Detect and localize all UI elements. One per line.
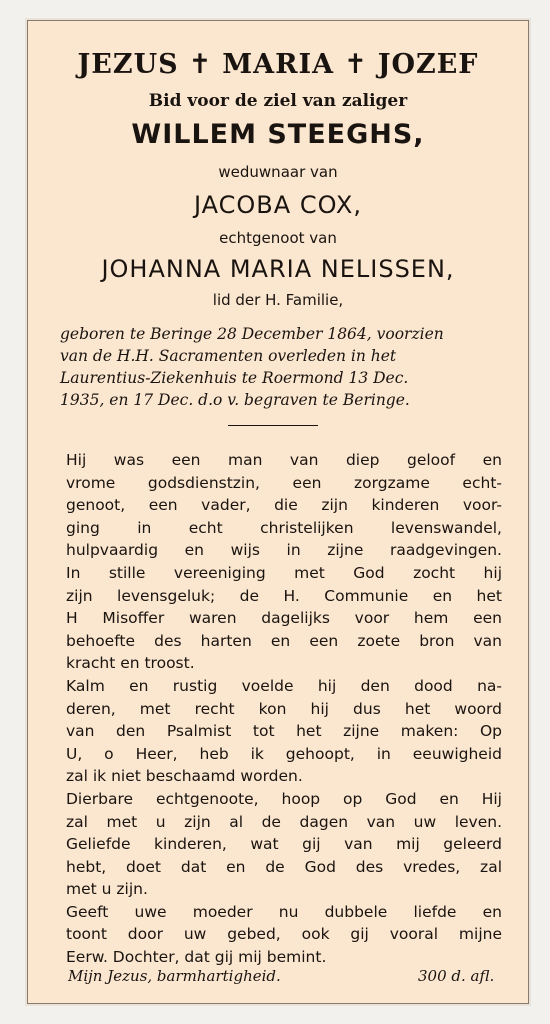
relation-husband: echtgenoot van bbox=[219, 229, 337, 247]
eulogy-line: zal ik niet beschaamd worden. bbox=[66, 767, 303, 786]
second-spouse-name: JOHANNA MARIA NELISSEN, bbox=[101, 255, 455, 283]
eulogy-line: Eerw. Dochter, dat gij mij bemint. bbox=[66, 948, 327, 967]
eulogy-line: Dierbare echtgenoote, hoop op God en Hij bbox=[66, 789, 502, 808]
eulogy-line: zal met u zijn al de dagen van uw leven. bbox=[66, 812, 502, 831]
eulogy-line: hebt, doet dat en de God des vredes, zal bbox=[66, 857, 502, 876]
birth-line: 1935, en 17 Dec. d.o v. begraven te Beringe. bbox=[60, 391, 410, 409]
deceased-name: WILLEM STEEGHS, bbox=[131, 119, 425, 150]
header-word-jezus: JEZUS bbox=[77, 49, 179, 80]
eulogy-line: van den Psalmist tot het zijne maken: Op bbox=[66, 722, 502, 741]
eulogy-line: Kalm en rustig voelde hij den dood na- bbox=[66, 676, 502, 695]
eulogy-line: toont door uw gebed, ook gij vooral mijne bbox=[66, 925, 502, 944]
eulogy-line: Hij was een man van diep geloof en bbox=[66, 451, 502, 469]
eulogy-line: vrome godsdienstzin, een zorgzame echt- bbox=[66, 473, 502, 492]
eulogy-line: Geeft uwe moeder nu dubbele liefde en bbox=[66, 902, 502, 921]
first-spouse-name: JACOBA COX, bbox=[194, 191, 362, 219]
eulogy-line: deren, met recht kon hij dus het woord bbox=[66, 699, 502, 718]
closing-prayer: Mijn Jezus, barmhartigheid. bbox=[68, 967, 281, 985]
header-invocation bbox=[28, 49, 528, 80]
memorial-card bbox=[27, 20, 529, 1004]
birth-death-details bbox=[60, 323, 500, 411]
eulogy-line: hulpvaardig en wijs in zijne raadgevingen. bbox=[66, 541, 502, 560]
relation-widower: weduwnaar van bbox=[218, 163, 338, 181]
eulogy-line: kracht en troost. bbox=[66, 654, 195, 673]
cross-icon: ✝ bbox=[344, 49, 368, 80]
birth-line: geboren te Beringe 28 December 1864, voorzien bbox=[60, 325, 444, 343]
cross-icon: ✝ bbox=[188, 49, 213, 80]
prayer-request: Bid voor de ziel van zaliger bbox=[148, 91, 408, 111]
eulogy-line: zijn levensgeluk; de H. Communie en het bbox=[66, 586, 502, 605]
indulgence-note: 300 d. afl. bbox=[418, 967, 495, 985]
eulogy-line: met u zijn. bbox=[66, 880, 148, 899]
birth-line: Laurentius-Ziekenhuis te Roermond 13 Dec. bbox=[60, 369, 409, 387]
eulogy-line: behoefte des harten en een zoete bron van bbox=[66, 631, 502, 650]
eulogy-line: genoot, een vader, die zijn kinderen voor- bbox=[66, 496, 502, 515]
membership-line: lid der H. Familie, bbox=[212, 291, 344, 309]
birth-line: van de H.H. Sacramenten overleden in het bbox=[60, 347, 397, 365]
header-word-maria: MARIA bbox=[222, 49, 335, 80]
divider-rule bbox=[228, 425, 318, 426]
eulogy-text bbox=[66, 449, 502, 969]
eulogy-line: In stille vereeniging met God zocht hij bbox=[66, 563, 502, 582]
eulogy-line: Geliefde kinderen, wat gij van mij geleerd bbox=[66, 835, 502, 854]
eulogy-line: ging in echt christelijken levenswandel, bbox=[66, 518, 502, 537]
header-word-jozef: JOZEF bbox=[377, 49, 479, 80]
eulogy-line: U, o Heer, heb ik gehoopt, in eeuwigheid bbox=[66, 744, 502, 763]
eulogy-line: H Misoffer waren dagelijks voor hem een bbox=[66, 609, 502, 628]
